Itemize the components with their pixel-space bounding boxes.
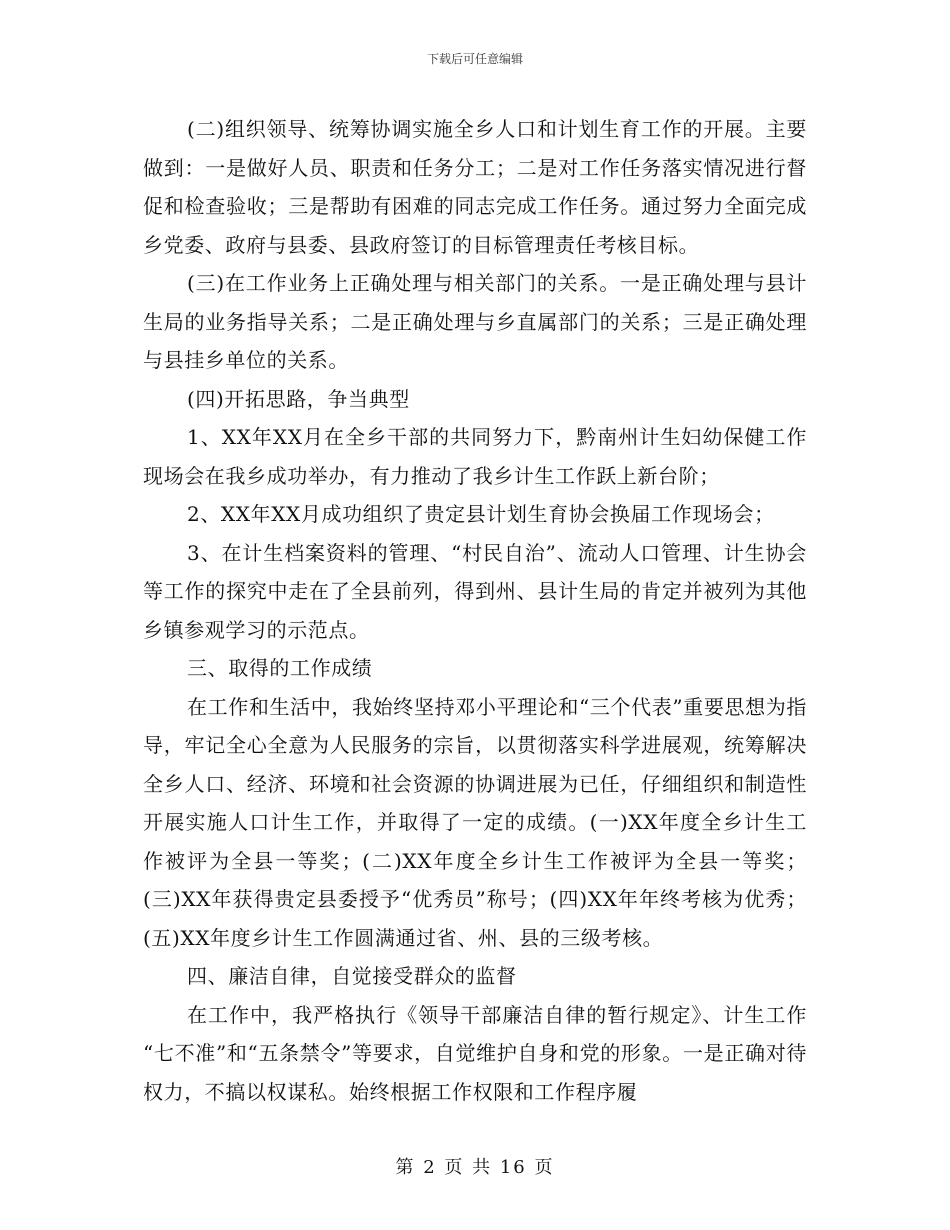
section-subheading: (四)开拓思路，争当典型	[187, 386, 410, 411]
list-item: 2、XX年XX月成功组织了贵定县计划生育协会换届工作现场会；	[187, 502, 775, 526]
list-item: 1、XX年XX月在全乡干部的共同努力下，黔南州计生妇幼保健工作现场会在我乡成功举办，有力推动了我乡计生工作跃上新台阶；	[143, 425, 807, 488]
paragraph: 在工作中，我严格执行《领导干部廉洁自律的暂行规定》、计生工作 “七不准”和“五条禁令”等要求，自觉维护自身和党的形象。一是正确对待权力，不搞以权谋私。始终根据工作权限和工作程序履	[143, 1002, 807, 1104]
paragraph: (三)在工作业务上正确处理与相关部门的关系。一是正确处理与县计生局的业务指导关系；二是正确处理与乡直属部门的关系；三是正确处理与县挂乡单位的关系。	[143, 271, 807, 372]
section-heading: 三、取得的工作成绩	[187, 656, 373, 680]
page-header: 下载后可任意编辑	[426, 52, 523, 66]
document-body	[143, 110, 807, 1111]
list-item: 3、在计生档案资料的管理、“村民自治”、流动人口管理、计生协会等工作的探究中走在了全县前列，得到州、县计生局的肯定并被列为其他乡镇参观学习的示范点。	[143, 540, 807, 642]
paragraph: 在工作和生活中，我始终坚持邓小平理论和“三个代表”重要思想为指导，牢记全心全意为人民服务的宗旨，以贯彻落实科学进展观，统筹解决全乡人口、经济、环境和社会资源的协调进展为已任，仔细组织和制造性开展实施人口计生工作，并取得了一定的成绩。(一)XX年度全乡计生工作被评为全县一等奖；(二)XX年度全乡计生工作被评为全县一等奖；(三)XX年获得贵定县委授予“优秀员”称号；(四)XX年年终考核为优秀；(五)XX年度乡计生工作圆满通过省、州、县的三级考核。	[143, 694, 807, 950]
section-heading: 四、廉洁自律，自觉接受群众的监督	[187, 964, 517, 988]
page-number: 第 2 页 共 16 页	[395, 1157, 555, 1178]
paragraph: (二)组织领导、统筹协调实施全乡人口和计划生育工作的开展。主要做到：一是做好人员、职责和任务分工；二是对工作任务落实情况进行督促和检查验收；三是帮助有困难的同志完成工作任务。通过努力全面完成乡党委、政府与县委、县政府签订的目标管理责任考核目标。	[143, 117, 807, 257]
